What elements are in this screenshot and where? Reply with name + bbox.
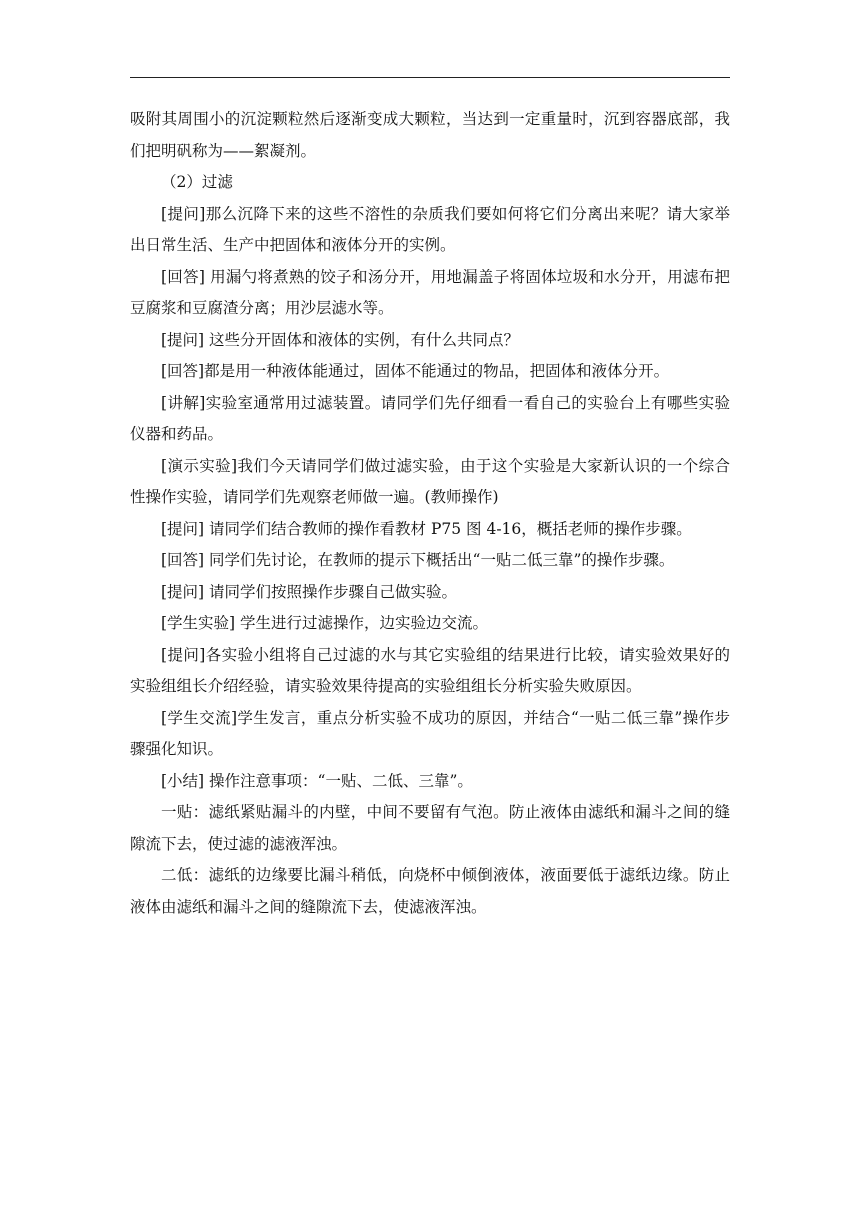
paragraph-continuation: 吸附其周围小的沉淀颗粒然后逐渐变成大颗粒，当达到一定重量时，沉到容器底部，我们把明矾称为——絮凝剂。 bbox=[130, 110, 730, 160]
header-rule bbox=[130, 77, 730, 78]
paragraph-question-2: [提问] 这些分开固体和液体的实例，有什么共同点？ bbox=[161, 330, 520, 349]
paragraph-demo-experiment: [演示实验]我们今天请同学们做过滤实验，由于这个实验是大家新认识的一个综合性操作实验，请同学们先观察老师做一遍。(教师操作) bbox=[130, 456, 730, 506]
paragraph-two-low: 二低：滤纸的边缘要比漏斗稍低，向烧杯中倾倒液体，液面要低于滤纸边缘。防止液体由滤纸和漏斗之间的缝隙流下去，使滤液浑浊。 bbox=[130, 866, 730, 916]
paragraph-question-5: [提问]各实验小组将自己过滤的水与其它实验组的结果进行比较，请实验效果好的实验组组长介绍经验，请实验效果待提高的实验组组长分析实验失败原因。 bbox=[130, 645, 730, 695]
paragraph-answer-1: [回答] 用漏勺将煮熟的饺子和汤分开，用地漏盖子将固体垃圾和水分开，用滤布把豆腐浆和豆腐渣分离；用沙层滤水等。 bbox=[130, 267, 730, 317]
paragraph-student-exchange: [学生交流]学生发言，重点分析实验不成功的原因，并结合“一贴二低三靠”操作步骤强化知识。 bbox=[130, 708, 730, 758]
document-body bbox=[130, 104, 730, 923]
paragraph-one-stick: 一贴：滤纸紧贴漏斗的内壁，中间不要留有气泡。防止液体由滤纸和漏斗之间的缝隙流下去，使过滤的滤液浑浊。 bbox=[130, 803, 730, 853]
paragraph-summary: [小结] 操作注意事项：“一贴、二低、三靠”。 bbox=[161, 771, 473, 790]
paragraph-question-3: [提问] 请同学们结合教师的操作看教材 P75 图 4-16，概括老师的操作步骤。 bbox=[161, 519, 692, 538]
paragraph-question-4: [提问] 请同学们按照操作步骤自己做实验。 bbox=[161, 582, 458, 601]
paragraph-answer-2: [回答]都是用一种液体能通过，固体不能通过的物品，把固体和液体分开。 bbox=[161, 362, 670, 380]
paragraph-student-experiment: [学生实验] 学生进行过滤操作，边实验边交流。 bbox=[161, 614, 489, 632]
paragraph-question-1: [提问]那么沉降下来的这些不溶性的杂质我们要如何将它们分离出来呢？请大家举出日常生活、生产中把固体和液体分开的实例。 bbox=[130, 204, 730, 254]
paragraph-answer-3: [回答] 同学们先讨论，在教师的提示下概括出“一贴二低三靠”的操作步骤。 bbox=[161, 551, 675, 569]
paragraph-explanation: [讲解]实验室通常用过滤装置。请同学们先仔细看一看自己的实验台上有哪些实验仪器和药品。 bbox=[130, 393, 730, 443]
section-heading-filtration: （2）过滤 bbox=[161, 173, 233, 191]
